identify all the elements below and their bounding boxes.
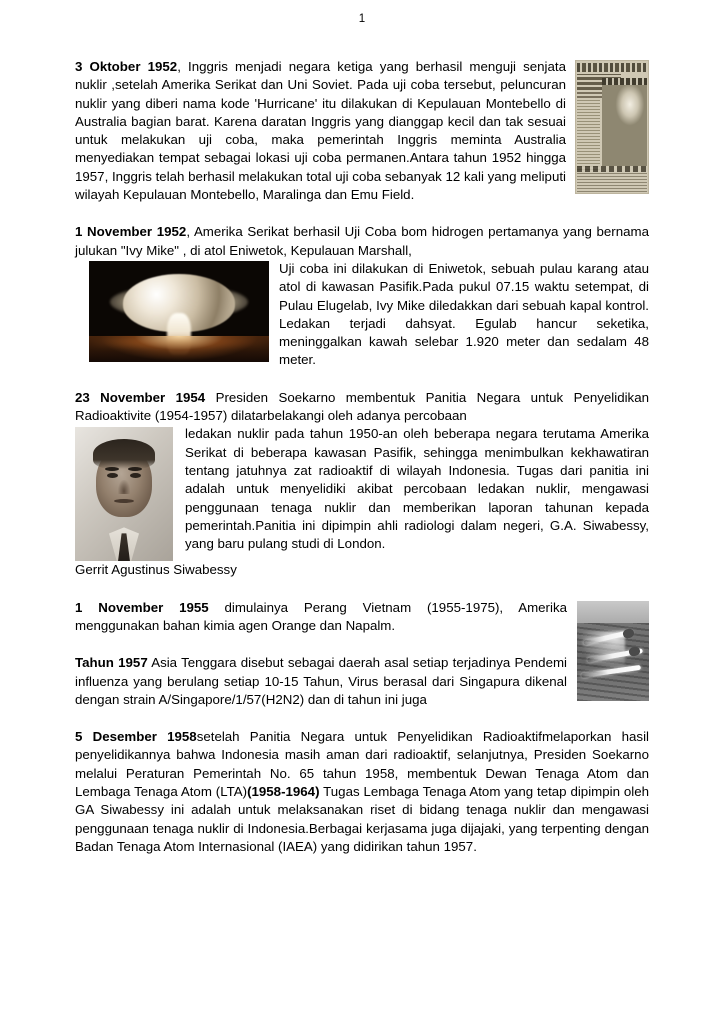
- portrait-nose: [118, 480, 130, 494]
- date-label-tahun-1957: Tahun 1957: [75, 655, 148, 671]
- section-nov-1955: [75, 599, 649, 636]
- portrait-hair: [93, 439, 155, 469]
- body-des-1958-part3: Tugas Lembaga Tenaga Atom yang tetap dipimpin oleh GA Siwabessy ini adalah untuk melaksanakan riset di bidang tenaga nuklir dan mengawasi penggunaan tenaga nuklir di Indonesia.Berbagai kerjasama juga dijajaki, yang terpenting dengan Badan Tenaga Atom Internasional (IAEA) yang didirikan tahun 1957.: [75, 784, 650, 854]
- body-tahun-1957: Asia Tenggara disebut sebagai daerah asal setiap terjadinya Pendemi influenza yang berulang setiap 10-15 Tahun, Virus berasal dari Singapura dikenal dengan strain A/Singapore/1/57(H2N2) dan di tahun ini juga: [75, 655, 567, 707]
- section-nov-1954: [75, 389, 649, 580]
- newspaper-footer-columns: [577, 172, 647, 192]
- portrait-gerrit-agustinus-siwabessy-image: [75, 427, 173, 561]
- newspaper-photo-caption: [602, 78, 647, 85]
- mushroom-cloud-base: [89, 336, 269, 362]
- body-des-1958-part2: melalui Peraturan Pemerintah No. 65 tahun 1958, membentuk Dewan Tenaga Atom dan Lembaga Tenaga Atom (LTA): [75, 765, 649, 800]
- intro-nov-1952: , Amerika Serikat berhasil Uji Coba bom hidrogen pertamanya yang bernama julukan "Ivy Mike" , di atol Eniwetok, Kepulauan Marshall,: [75, 224, 649, 258]
- newspaper-photo: [602, 78, 647, 166]
- section-tahun-1957: [75, 654, 649, 709]
- date-label-oct-1952: 3 Oktober 1952: [75, 59, 178, 74]
- page-number: 1: [358, 13, 366, 25]
- newspaper-text-column: [577, 100, 600, 170]
- paragraph-oct-1952: [75, 58, 649, 204]
- date-label-nov-1954: 23 November 1954: [75, 389, 206, 405]
- body-oct-1952: , Inggris menjadi negara ketiga yang berhasil menguji senjata nuklir ,setelah Amerika Serikat dan Uni Soviet. Pada uji coba tersebut, peluncuran nuklir yang diberi nama kode 'Hurricane' itu dilakukan di Kepulauan Montebello di Australia bagian barat. Karena daratan Inggris yang dianggap kecil dan tak sesuai untuk melakukan uji coba, maka pemerintah Inggris meminta Australia menyediakan tempat sebagai lokasi uji coba permanen.Antara tahun 1952 hingga 1957, Inggris telah berhasil melakukan total uji coba sebanyak 12 kali yang meliputi wilayah Kepulauan Montebello, Maralinga dan Emu Field.: [75, 59, 566, 203]
- date-label-des-1958: 5 Desember 1958: [75, 729, 197, 745]
- newspaper-subhead: [577, 91, 603, 98]
- newspaper-clipping-the-west-australian-image: [575, 60, 649, 194]
- date-label-nov-1955: 1 November 1955: [75, 599, 209, 615]
- section-nov-1952: [75, 223, 649, 369]
- date-label-nov-1952: 1 November 1952: [75, 224, 187, 240]
- paragraph-nov-1954-continued: ledakan nuklir pada tahun 1950-an oleh beberapa negara terutama Amerika Serikat di beberapa kawasan Pasifik, sehingga menimbulkan kekhawatiran tentang jatuhnya zat radioaktif di wilayah Indonesia. Tugas dari panitia ini adalah untuk menyelidiki akibat percobaan ledakan nuklir, mengawasi penggunaan tenaga nuklir dan memberikan laporan tahunan kepada pemerintah.Panitia ini dipimpin ahli radiologi dalam negeri, G.A. Siwabessy, yang baru pulang studi di London.: [185, 426, 649, 552]
- paragraph-des-1958: [75, 728, 649, 856]
- paragraph-nov-1952-intro: [75, 223, 649, 260]
- newspaper-masthead: [577, 63, 647, 72]
- emphasis-presiden-soekarno: Presiden Soekarno: [533, 747, 649, 763]
- body-des-1958-part1: setelah Panitia Negara untuk Penyelidikan Radioaktifmelaporkan hasil penyelidikannya bahwa Indonesia masih aman dari radioaktif, selanjutnya,: [75, 729, 649, 763]
- paragraph-nov-1954: [75, 389, 649, 426]
- ivy-mike-mushroom-cloud-photo-image: [89, 261, 269, 362]
- portrait-mouth: [114, 499, 134, 503]
- body-nov-1954-lead: Presiden Soekarno membentuk Panitia Negara untuk Penyelidikan Radioaktivite (1954-1957) dilatarbelakangi oleh adanya percobaan: [75, 389, 649, 424]
- vietnam-agent-orange-spraying-photo-image: [577, 601, 649, 701]
- paragraph-nov-1955: [75, 599, 649, 636]
- section-des-1958: [75, 728, 649, 856]
- section-oct-1952: [75, 58, 649, 204]
- caption-siwabessy: Gerrit Agustinus Siwabessy: [75, 562, 237, 578]
- paragraph-tahun-1957: [75, 654, 649, 709]
- body-nov-1955: dimulainya Perang Vietnam (1955-1975), Amerika menggunakan bahan kimia agen Orange dan Napalm.: [75, 599, 567, 633]
- document-content: [75, 58, 649, 856]
- paragraph-nov-1952-body: Uji coba ini dilakukan di Eniwetok, sebuah pulau karang atau atol di kawasan Pasifik.Pada pukul 07.15 waktu setempat, di Pulau Elugelab, Ivy Mike diledakkan dari sebuah kapal kontrol. Ledakan terjadi dahsyat. Egulab hancur seketika, meninggalkan kawah selebar 1.920 meter dan sedalam 48 meter.: [279, 260, 649, 368]
- emphasis-lta-years: (1958-1964): [247, 784, 320, 800]
